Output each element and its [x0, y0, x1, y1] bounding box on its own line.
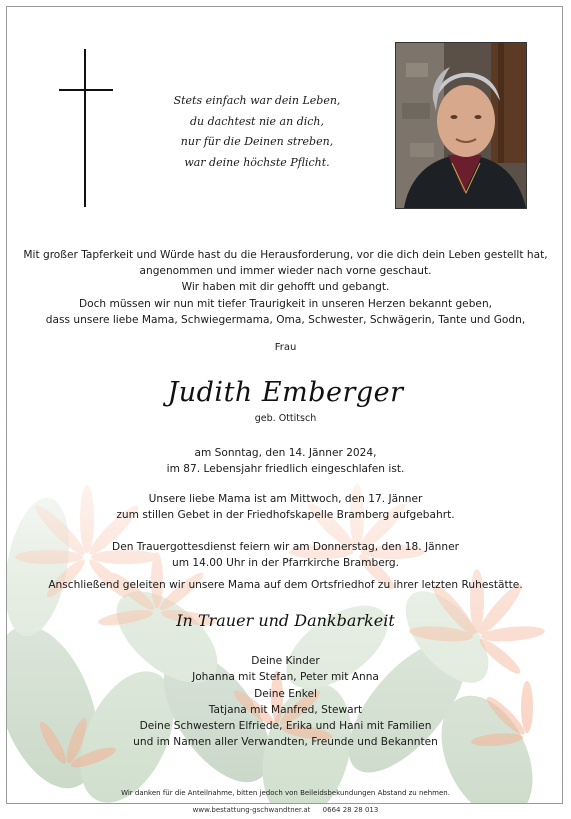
viewing-line: Unsere liebe Mama ist am Mittwoch, den 17. Jänner — [148, 493, 423, 505]
footer-phone: 0664 28 28 013 — [322, 806, 379, 814]
poem-line: war deine höchste Pflicht. — [184, 155, 330, 169]
death-line: im 87. Lebensjahr friedlich eingeschlafen ist. — [166, 463, 405, 475]
viewing-line: zum stillen Gebet in der Friedhofskapelle Bramberg aufgebahrt. — [116, 509, 455, 521]
mourners-list — [7, 653, 563, 751]
salutation: Frau — [274, 342, 297, 353]
mourning-heading: In Trauer und Dankbarkeit — [176, 611, 395, 630]
footer-website: www.bestattung-gschwandtner.at — [192, 806, 311, 814]
intro-line: dass unsere liebe Mama, Schwiegermama, Oma, Schwester, Schwägerin, Tante und Godn, — [45, 313, 526, 326]
mourner-line: Johanna mit Stefan, Peter mit Anna — [192, 671, 379, 684]
death-notice — [7, 445, 563, 477]
obituary-card — [6, 6, 563, 804]
portrait-photo — [395, 42, 527, 209]
footer — [0, 806, 571, 814]
service-notice — [7, 539, 563, 571]
mourner-line: Deine Kinder — [251, 655, 320, 667]
thanks-note: Wir danken für die Anteilnahme, bitten jedoch von Beileidsbekundungen Abstand zu nehmen. — [121, 789, 450, 797]
mourner-line: Deine Enkel — [254, 687, 317, 700]
intro-text — [7, 247, 563, 328]
death-line: am Sonntag, den 14. Jänner 2024, — [194, 447, 377, 459]
viewing-notice — [7, 491, 563, 523]
burial-line: Anschließend geleiten wir unsere Mama auf dem Ortsfriedhof zu ihrer letzten Ruhestätte. — [48, 579, 523, 591]
mourner-line: und im Namen aller Verwandten, Freunde und Bekannten — [133, 736, 438, 749]
mourner-line: Tatjana mit Manfred, Stewart — [208, 703, 363, 716]
intro-line: angenommen und immer wieder nach vorne geschaut. — [139, 265, 432, 278]
poem-line: du dachtest nie an dich, — [189, 114, 324, 128]
service-line: um 14.00 Uhr in der Pfarrkirche Bramberg. — [172, 557, 399, 569]
intro-line: Wir haben mit dir gehofft und gebangt. — [181, 281, 390, 294]
service-line: Den Trauergottesdienst feiern wir am Donnerstag, den 18. Jänner — [112, 541, 459, 553]
intro-line: Doch müssen wir nun mit tiefer Traurigkeit in unseren Herzen bekannt geben, — [78, 297, 493, 310]
poem-line: nur für die Deinen streben, — [180, 135, 334, 148]
card-content — [7, 7, 563, 804]
poem-line: Stets einfach war dein Leben, — [173, 94, 341, 107]
maiden-name: geb. Ottitsch — [254, 413, 317, 424]
intro-line: Mit großer Tapferkeit und Würde hast du die Herausforderung, vor die dich dein Leben gestellt hat, — [23, 249, 548, 261]
cross-icon — [59, 49, 113, 207]
memorial-poem — [137, 91, 377, 173]
deceased-name: Judith Emberger — [167, 377, 404, 408]
portrait-illustration — [396, 43, 526, 208]
burial-notice — [7, 577, 563, 593]
mourner-line: Deine Schwestern Elfriede, Erika und Hani mit Familien — [139, 720, 432, 733]
